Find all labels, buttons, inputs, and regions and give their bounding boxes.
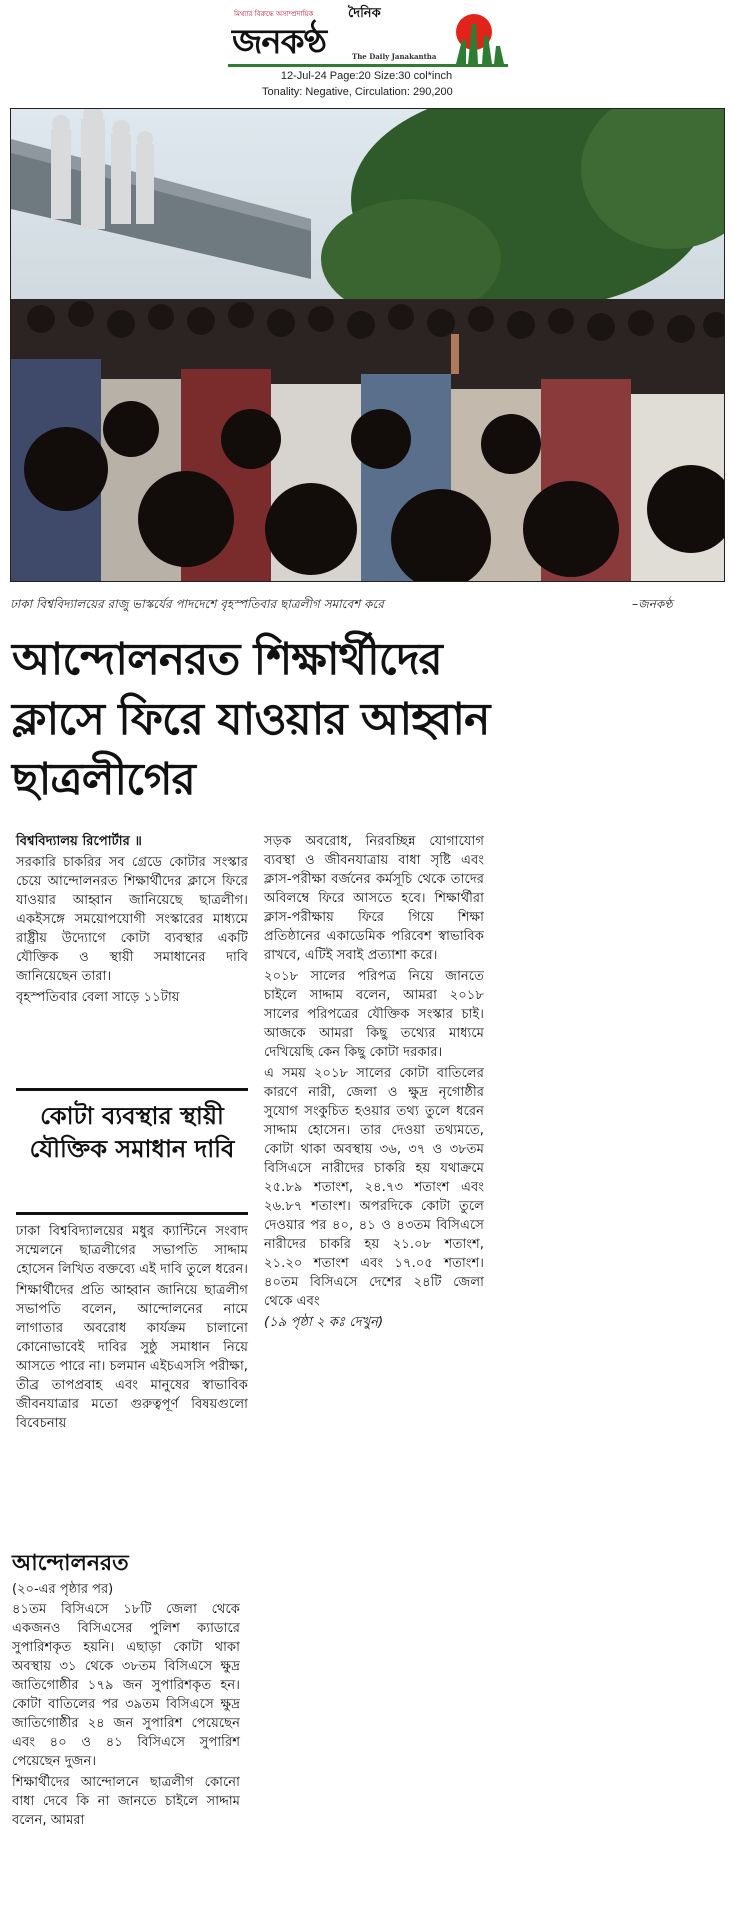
article-subhead: কোটা ব্যবস্থার স্থায়ী যৌক্তিক সমাধান দাবি [29,1102,235,1163]
jump-reference: (১৯ পৃষ্ঠা ২ কঃ দেখুন) [264,1315,384,1330]
clipping-meta-date: 12-Jul-24 Page:20 Size:30 col*inch [280,70,453,82]
crowd-image [11,109,725,582]
subhead-rule-top [16,1088,248,1091]
article-headline: আন্দোলনরত শিক্ষার্থীদের ক্লাসে ফিরে যাওয়ার আহ্বান ছাত্রলীগের [12,634,490,805]
paragraph: ঢাকা বিশ্ববিদ্যালয়ের মধুর ক্যান্টিনে সংবাদ সম্মেলনে ছাত্রলীগের সভাপতি সাদ্দাম হোসেন লিখিত বক্তব্যে এই দাবি তুলে ধরেন। [16,1224,248,1277]
paragraph: বৃহস্পতিবার বেলা সাড়ে ১১টায় [16,990,180,1005]
paragraph: সড়ক অবরোধ, নিরবচ্ছিন্ন যোগাযোগ ব্যবস্থা ও জীবনযাত্রায় বাধা সৃষ্টি এবং ক্লাস-পরীক্ষা বর্জনের কর্মসূচি থেকে তাদের অবিলম্বে ফিরে আসতে হবে। শিক্ষার্থীরা ক্লাস-পরীক্ষায় ফিরে গিয়ে শিক্ষা প্রতিষ্ঠানের একাডেমিক পরিবেশ স্বাভাবিক রাখবে, এটিই সবাই প্রত্যাশা করে। [264,834,484,963]
paragraph: শিক্ষার্থীদের প্রতি আহ্বান জানিয়ে ছাত্রলীগ সভাপতি বলেন, আন্দোলনের নামে লাগাতার অবরোধ কার্যক্রম চালানো কোনোভাবেই দাবির সুষ্ঠু সমাধান নিয়ে আসতে পারে না। চলমান এইচএসসি পরীক্ষা, তীব্র তাপপ্রবাহ এবং মানুষের স্বাভাবিক জীবনযাত্রার মতো গুরুত্বপূর্ণ বিষয়গুলো বিবেচনায় [16,1283,248,1431]
masthead-underline [228,64,508,67]
paragraph: ৪১তম বিসিএসে ১৮টি জেলা থেকে একজনও বিসিএসের পুলিশ ক্যাডারে সুপারিশকৃত হয়নি। এছাড়া কোটা থাকা অবস্থায় ৩১ থেকে ৩৮তম বিসিএসে ক্ষুদ্র জাতিগোষ্ঠীর ১৭৯ জন সুপারিশকৃত হন। কোটা বাতিলের পর ৩৯তম বিসিএসে ক্ষুদ্র জাতিগোষ্ঠীর ২৪ জন সুপারিশ পেয়েছেন এবং ৪০ ও ৪১ বিসিএসে সুপারিশ পেয়েছেন দুজন। [12,1602,240,1769]
continuation-column [12,1600,240,1832]
paragraph: সরকারি চাকরির সব গ্রেডে কোটার সংস্কার চেয়ে আন্দোলনরত শিক্ষার্থীদের ক্লাসে ফিরে যাওয়ার আহ্বান জানিয়েছে ছাত্রলীগ। একইসঙ্গে সময়োপযোগী সংস্কারের মাধ্যমে রাষ্ট্রীয় উদ্যোগে কোটা ব্যবস্থার একটি যৌক্তিক ও স্থায়ী সমাধানের দাবি জানিয়েছেন তারা। [16,855,248,984]
masthead-slogan: মিথ্যার বিরুদ্ধে অসাম্প্রদায়িক [234,10,314,18]
subhead-rule-bottom [16,1212,248,1215]
masthead-dainik: দৈনিক [348,6,381,21]
masthead-subtitle: The Daily Janakantha [352,52,437,61]
article-column-1-continued [16,1222,248,1435]
rally-photo [10,108,725,582]
masthead [228,4,508,68]
paragraph: এ সময় ২০১৮ সালের কোটা বাতিলের কারণে নারী, জেলা ও ক্ষুদ্র নৃগোষ্ঠীর সুযোগ সংকুচিত হওয়ার তথ্য তুলে ধরেন সাদ্দাম হোসেন। তার দেওয়া তথ্যমতে, কোটা থাকা অবস্থায় ৩৬, ৩৭ ও ৩৮তম বিসিএসে নারীদের চাকরি হয় যথাক্রমে ২৫.৮৯ শতাংশ, ২৪.৭৩ শতাংশ এবং ২৬.৮৭ শতাংশ। অপরদিকে কোটা তুলে দেওয়ার পর ৪০, ৪১ ও ৪৩তম বিসিএসে নারীদের চাকরি হয় ২১.০৮ শতাংশ, ২১.২০ শতাংশ এবং ১৭.০৫ শতাংশ। ৪০তম বিসিএসে দেশের ২৪টি জেলা থেকে এবং [264,1066,484,1309]
paragraph: ২০১৮ সালের পরিপত্র নিয়ে জানতে চাইলে সাদ্দাম বলেন, আমরা ২০১৮ সালের পরিপত্রের যৌক্তিক সংস্কার চাই। আজকে আমরা কিছু তথ্যের মাধ্যমে দেখিয়েছি কেন কিছু কোটা দরকার। [264,969,484,1060]
paragraph: শিক্ষার্থীদের আন্দোলনে ছাত্রলীগ কোনো বাধা দেবে কি না জানতে চাইলে সাদ্দাম বলেন, আমরা [12,1775,240,1828]
continuation-from: (২০-এর পৃষ্ঠার পর) [12,1582,114,1597]
article-column-2 [264,832,484,1334]
clipping-meta-tonality: Tonality: Negative, Circulation: 290,200 [262,86,453,98]
continuation-title: আন্দোলনরত [12,1551,129,1576]
article-column-1 [16,832,248,1009]
byline: বিশ্ববিদ্যালয় রিপোর্টার ॥ [16,834,142,849]
shaheed-minar-logo-icon [448,6,506,64]
photo-credit: –জনকণ্ঠ [632,597,673,611]
masthead-name: জনকণ্ঠ [232,22,327,62]
photo-caption: ঢাকা বিশ্ববিদ্যালয়ের রাজু ভাস্কর্যের পাদদেশে বৃহস্পতিবার ছাত্রলীগ সমাবেশ করে [10,597,384,611]
